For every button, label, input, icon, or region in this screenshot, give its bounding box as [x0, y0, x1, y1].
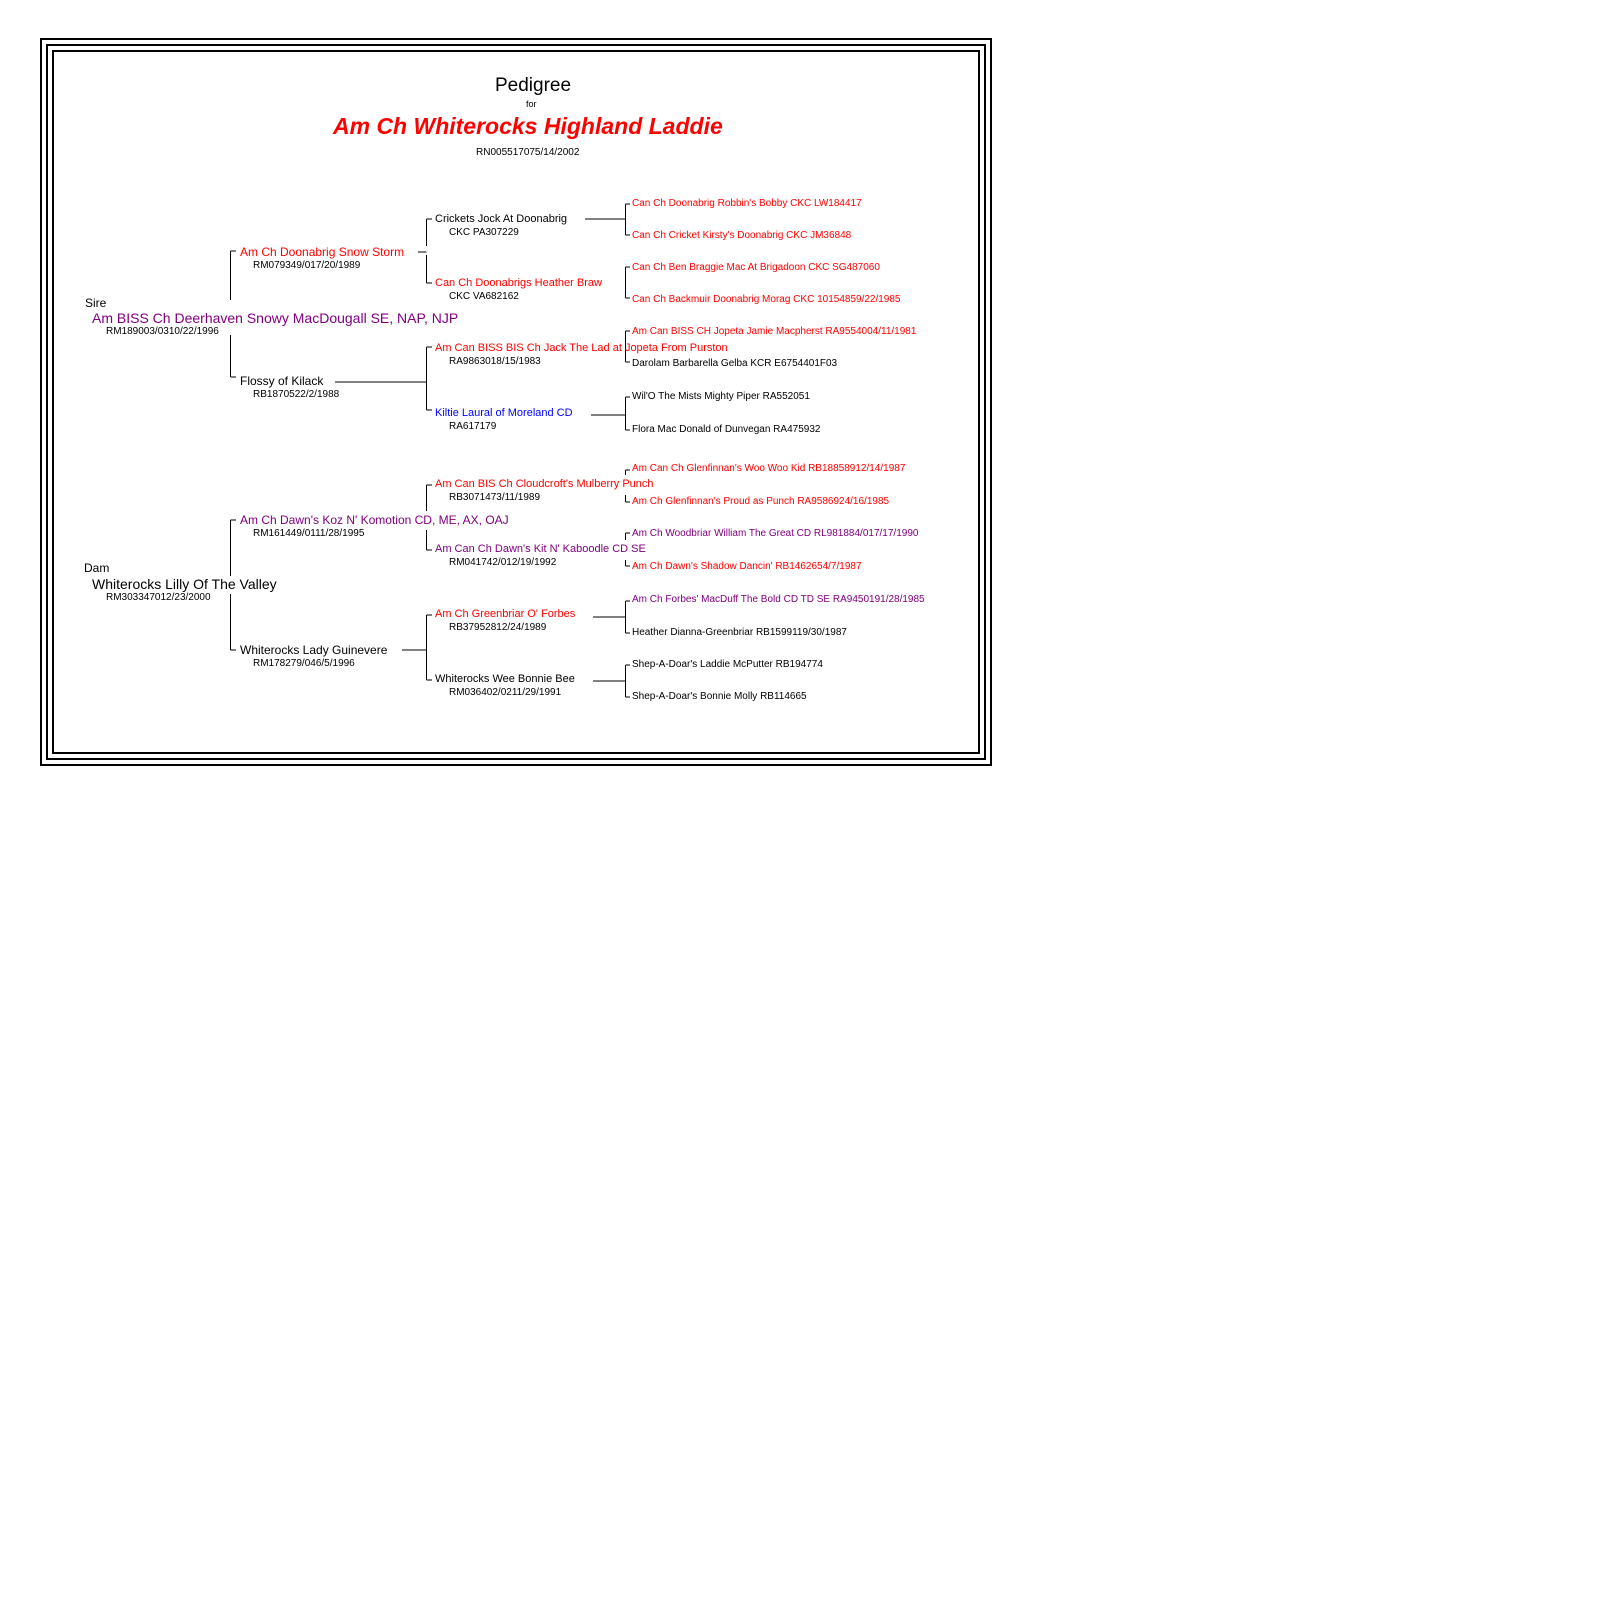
dam-sire-registration: RM161449/0111/28/1995	[253, 528, 365, 539]
dsd-registration: RM041742/012/19/1992	[449, 557, 557, 568]
ssss-entry: Can Ch Doonabrig Robbin's Bobby CKC LW184417	[632, 198, 862, 209]
dss-registration: RB3071473/11/1989	[449, 492, 541, 503]
sire-sire-name: Am Ch Doonabrig Snow Storm	[240, 245, 405, 259]
sddd-entry: Flora Mac Donald of Dunvegan RA475932	[632, 424, 821, 435]
ssds-entry: Can Ch Ben Braggie Mac At Brigadoon CKC SG487060	[632, 262, 880, 273]
dsss-entry: Am Can Ch Glenfinnan's Woo Woo Kid RB18858912/14/1987	[632, 463, 906, 474]
sire-name: Am BISS Ch Deerhaven Snowy MacDougall SE, NAP, NJP	[92, 310, 459, 326]
ddd-registration: RM036402/0211/29/1991	[449, 687, 562, 698]
sds-registration: RA9863018/15/1983	[449, 356, 541, 367]
sdss-entry: Am Can BISS CH Jopeta Jamie Macpherst RA9554004/11/1981	[632, 326, 917, 337]
ddss-entry: Am Ch Forbes' MacDuff The Bold CD TD SE RA9450191/28/1985	[632, 594, 925, 605]
ssd-name: Can Ch Doonabrigs Heather Braw	[435, 277, 602, 289]
sire-label: Sire	[85, 296, 107, 310]
sire-registration: RM189003/0310/22/1996	[106, 326, 219, 337]
dssd-entry: Am Ch Glenfinnan's Proud as Punch RA9586924/16/1985	[632, 496, 890, 507]
subject-registration: RN005517075/14/2002	[476, 147, 580, 158]
dss-name: Am Can BIS Ch Cloudcroft's Mulberry Punch	[435, 478, 654, 490]
sire-dam-name: Flossy of Kilack	[240, 374, 324, 388]
sdd-name: Kiltie Laural of Moreland CD	[435, 407, 573, 419]
page-title: Pedigree	[495, 75, 572, 96]
dddd-entry: Shep-A-Doar's Bonnie Molly RB114665	[632, 691, 807, 702]
sire-dam-registration: RB1870522/2/1988	[253, 389, 340, 400]
sss-name: Crickets Jock At Doonabrig	[435, 213, 568, 225]
sdds-entry: Wil'O The Mists Mighty Piper RA552051	[632, 391, 810, 402]
dsdd-entry: Am Ch Dawn's Shadow Dancin' RB1462654/7/1987	[632, 561, 862, 572]
sdsd-entry: Darolam Barbarella Gelba KCR E6754401F03	[632, 358, 838, 369]
dsds-entry: Am Ch Woodbriar William The Great CD RL981884/017/17/1990	[632, 528, 919, 539]
dsd-name: Am Can Ch Dawn's Kit N' Kaboodle CD SE	[435, 543, 646, 555]
sssd-entry: Can Ch Cricket Kirsty's Doonabrig CKC JM36848	[632, 230, 852, 241]
dam-name: Whiterocks Lilly Of The Valley	[92, 576, 277, 592]
dds-name: Am Ch Greenbriar O' Forbes	[435, 608, 576, 620]
dam-dam-name: Whiterocks Lady Guinevere	[240, 643, 388, 657]
ssdd-entry: Can Ch Backmuir Doonabrig Morag CKC 10154859/22/1985	[632, 294, 901, 305]
dam-dam-registration: RM178279/046/5/1996	[253, 658, 355, 669]
for-label: for	[526, 99, 537, 109]
subject-name: Am Ch Whiterocks Highland Laddie	[333, 113, 723, 139]
ssd-registration: CKC VA682162	[449, 291, 519, 302]
ddd-name: Whiterocks Wee Bonnie Bee	[435, 673, 575, 685]
ddds-entry: Shep-A-Doar's Laddie McPutter RB194774	[632, 659, 823, 670]
sire-sire-registration: RM079349/017/20/1989	[253, 260, 361, 271]
sss-registration: CKC PA307229	[449, 227, 519, 238]
sds-name: Am Can BISS BIS Ch Jack The Lad at Jopeta From Purston	[435, 342, 728, 354]
dam-sire-name: Am Ch Dawn's Koz N' Komotion CD, ME, AX, OAJ	[240, 513, 509, 527]
ddsd-entry: Heather Dianna-Greenbriar RB1599119/30/1987	[632, 627, 847, 638]
dam-label: Dam	[84, 561, 110, 575]
sdd-registration: RA617179	[449, 421, 497, 432]
dam-registration: RM303347012/23/2000	[106, 592, 211, 603]
dds-registration: RB37952812/24/1989	[449, 622, 547, 633]
